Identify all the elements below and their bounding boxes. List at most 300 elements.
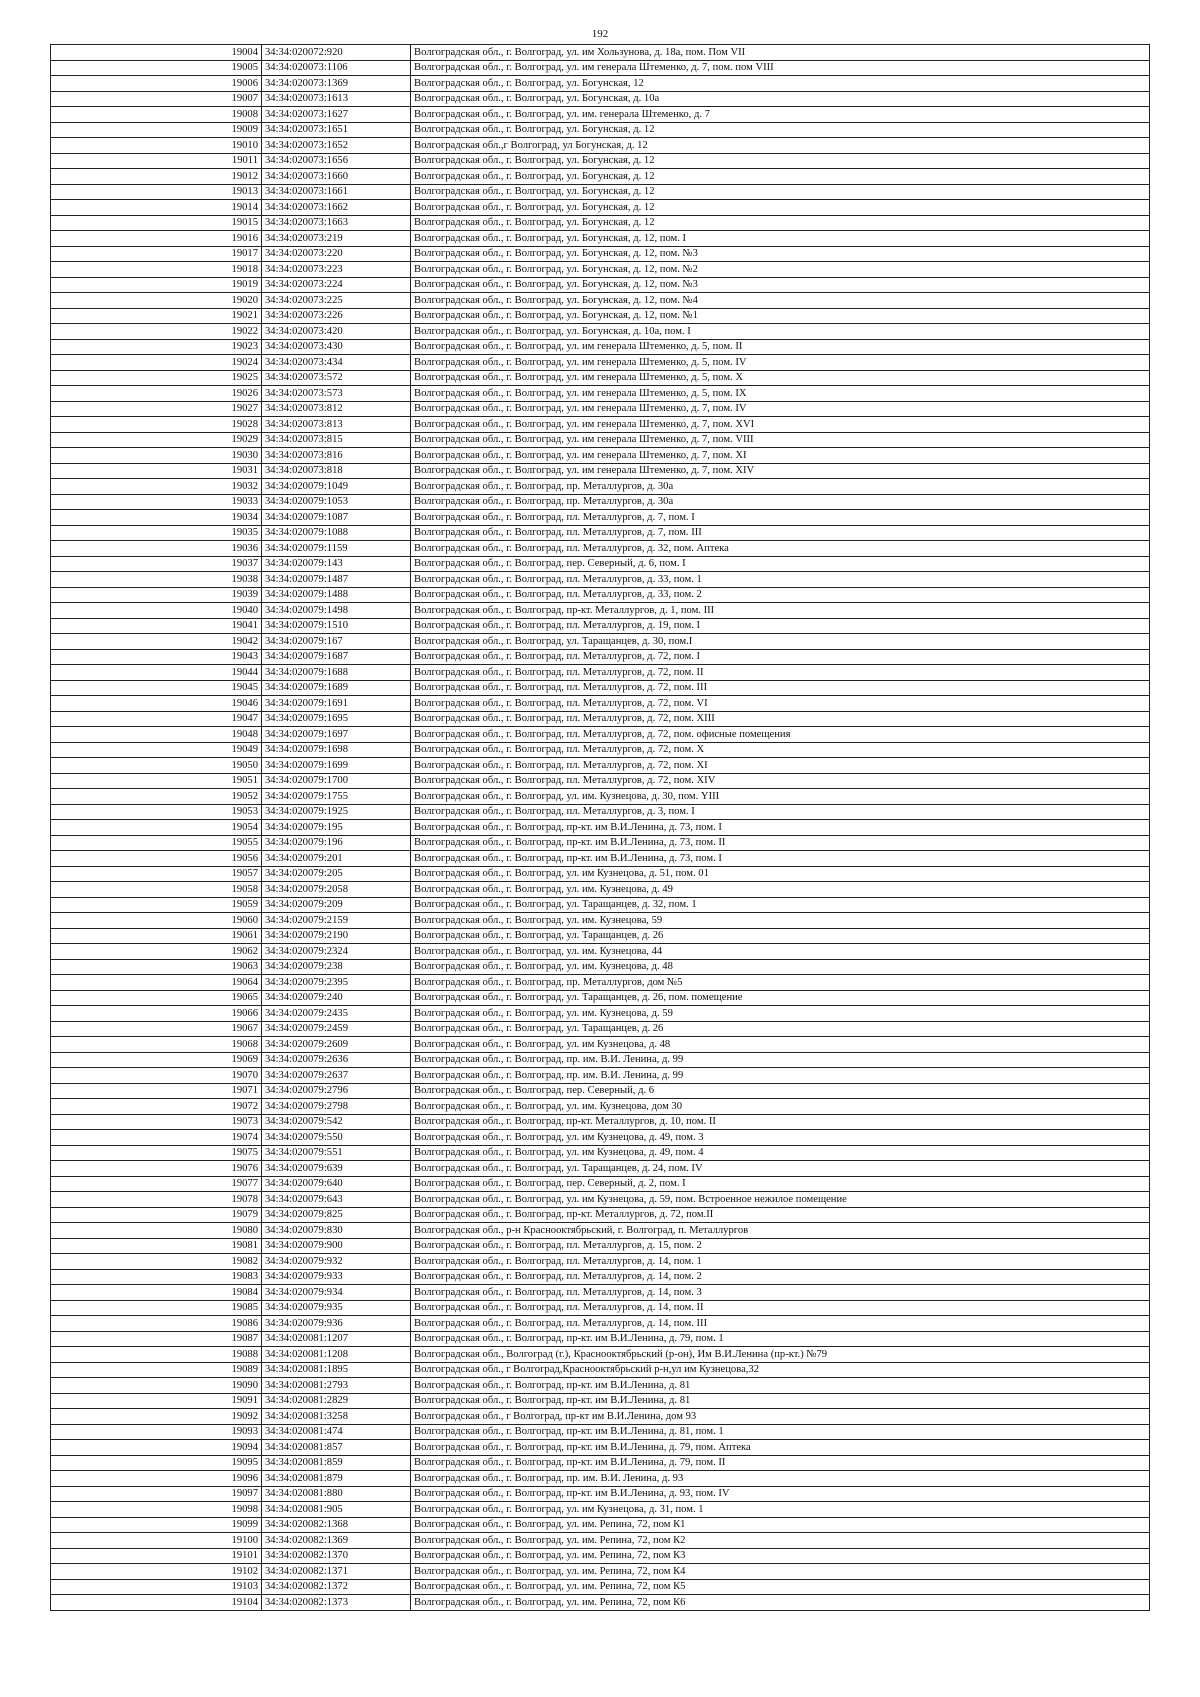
cadastral-number-cell: 34:34:020079:1053 (262, 494, 411, 510)
cadastral-number-cell: 34:34:020079:2159 (262, 913, 411, 929)
address-cell: Волгоградская обл., г. Волгоград, ул. Богунская, д. 12, пом. №1 (411, 308, 1150, 324)
row-number-cell: 19053 (51, 804, 262, 820)
table-row (51, 1548, 1150, 1564)
table-row (51, 1378, 1150, 1394)
row-number-cell: 19067 (51, 1021, 262, 1037)
address-cell: Волгоградская обл., г. Волгоград, ул. им. Кузнецова, д. 30, пом. YIII (411, 789, 1150, 805)
address-cell: Волгоградская обл., г. Волгоград, ул. им генерала Штеменко, д. 7, пом. XIV (411, 463, 1150, 479)
cadastral-number-cell: 34:34:020082:1369 (262, 1533, 411, 1549)
address-cell: Волгоградская обл., г. Волгоград, пр-кт. им В.И.Ленина, д. 79, пом. Аптека (411, 1440, 1150, 1456)
row-number-cell: 19041 (51, 618, 262, 634)
row-number-cell: 19102 (51, 1564, 262, 1580)
row-number-cell: 19004 (51, 45, 262, 61)
cadastral-number-cell: 34:34:020079:1699 (262, 758, 411, 774)
cadastral-number-cell: 34:34:020073:815 (262, 432, 411, 448)
row-number-cell: 19026 (51, 386, 262, 402)
table-row (51, 572, 1150, 588)
cadastral-number-cell: 34:34:020079:1688 (262, 665, 411, 681)
row-number-cell: 19017 (51, 246, 262, 262)
row-number-cell: 19093 (51, 1424, 262, 1440)
table-row (51, 835, 1150, 851)
cadastral-number-cell: 34:34:020079:933 (262, 1269, 411, 1285)
row-number-cell: 19039 (51, 587, 262, 603)
row-number-cell: 19081 (51, 1238, 262, 1254)
table-row (51, 215, 1150, 231)
address-cell: Волгоградская обл., г. Волгоград, ул. им генерала Штеменко, д. 5, пом. IV (411, 355, 1150, 371)
cadastral-number-cell: 34:34:020081:879 (262, 1471, 411, 1487)
address-cell: Волгоградская обл., г. Волгоград, пер. Северный, д. 6, пом. I (411, 556, 1150, 572)
cadastral-number-cell: 34:34:020081:857 (262, 1440, 411, 1456)
cadastral-number-cell: 34:34:020079:1689 (262, 680, 411, 696)
cadastral-number-cell: 34:34:020079:1687 (262, 649, 411, 665)
cadastral-number-cell: 34:34:020079:1087 (262, 510, 411, 526)
row-number-cell: 19030 (51, 448, 262, 464)
address-cell: Волгоградская обл., г. Волгоград, ул. им генерала Штеменко, д. 5, пом. II (411, 339, 1150, 355)
address-cell: Волгоградская обл., г. Волгоград, пл. Металлургов, д. 72, пом. III (411, 680, 1150, 696)
address-cell: Волгоградская обл., г. Волгоград, ул. Таращанцев, д. 24, пом. IV (411, 1161, 1150, 1177)
address-cell: Волгоградская обл., г. Волгоград, пл. Металлургов, д. 72, пом. XIV (411, 773, 1150, 789)
row-number-cell: 19078 (51, 1192, 262, 1208)
cadastral-number-cell: 34:34:020079:934 (262, 1285, 411, 1301)
row-number-cell: 19074 (51, 1130, 262, 1146)
cadastral-number-cell: 34:34:020073:420 (262, 324, 411, 340)
cadastral-number-cell: 34:34:020073:813 (262, 417, 411, 433)
cadastral-number-cell: 34:34:020079:1049 (262, 479, 411, 495)
table-row (51, 928, 1150, 944)
row-number-cell: 19038 (51, 572, 262, 588)
cadastral-number-cell: 34:34:020082:1373 (262, 1595, 411, 1611)
table-row (51, 153, 1150, 169)
table-row (51, 525, 1150, 541)
address-cell: Волгоградская обл., г. Волгоград, ул. Богунская, 12 (411, 76, 1150, 92)
cadastral-number-cell: 34:34:020073:224 (262, 277, 411, 293)
row-number-cell: 19014 (51, 200, 262, 216)
table-row (51, 262, 1150, 278)
cadastral-number-cell: 34:34:020081:3258 (262, 1409, 411, 1425)
table-row (51, 1533, 1150, 1549)
table-row (51, 1595, 1150, 1611)
row-number-cell: 19024 (51, 355, 262, 371)
cadastral-number-cell: 34:34:020073:1660 (262, 169, 411, 185)
cadastral-number-cell: 34:34:020079:2324 (262, 944, 411, 960)
row-number-cell: 19089 (51, 1362, 262, 1378)
address-cell: Волгоградская обл., г. Волгоград, пр. Металлургов, дом №5 (411, 975, 1150, 991)
cadastral-number-cell: 34:34:020073:434 (262, 355, 411, 371)
address-cell: Волгоградская обл., г. Волгоград, пр-кт. им В.И.Ленина, д. 79, пом. II (411, 1455, 1150, 1471)
address-cell: Волгоградская обл., г. Волгоград, ул. Богунская, д. 12, пом. №4 (411, 293, 1150, 309)
cadastral-number-cell: 34:34:020079:196 (262, 835, 411, 851)
cadastral-number-cell: 34:34:020079:550 (262, 1130, 411, 1146)
cadastral-number-cell: 34:34:020073:1613 (262, 91, 411, 107)
cadastral-number-cell: 34:34:020079:542 (262, 1114, 411, 1130)
table-row (51, 1254, 1150, 1270)
cadastral-number-cell: 34:34:020079:240 (262, 990, 411, 1006)
address-cell: Волгоградская обл., г. Волгоград, пр-кт. Металлургов, д. 10, пом. II (411, 1114, 1150, 1130)
table-row (51, 1269, 1150, 1285)
table-row (51, 882, 1150, 898)
table-row (51, 200, 1150, 216)
address-cell: Волгоградская обл., г. Волгоград, ул. им. Репина, 72, пом К6 (411, 1595, 1150, 1611)
row-number-cell: 19066 (51, 1006, 262, 1022)
table-row (51, 804, 1150, 820)
row-number-cell: 19077 (51, 1176, 262, 1192)
table-row (51, 1068, 1150, 1084)
cadastral-number-cell: 34:34:020082:1372 (262, 1579, 411, 1595)
table-row (51, 1099, 1150, 1115)
address-cell: Волгоградская обл., г. Волгоград, ул. им. Кузнецова, 44 (411, 944, 1150, 960)
row-number-cell: 19104 (51, 1595, 262, 1611)
address-cell: Волгоградская обл., Волгоград (г.), Краснооктябрьский (р-он), Им В.И.Ленина (пр-кт.) №79 (411, 1347, 1150, 1363)
table-row (51, 401, 1150, 417)
row-number-cell: 19099 (51, 1517, 262, 1533)
address-cell: Волгоградская обл., г. Волгоград, пр-кт. им В.И.Ленина, д. 81 (411, 1393, 1150, 1409)
cadastral-number-cell: 34:34:020073:223 (262, 262, 411, 278)
cadastral-number-cell: 34:34:020073:220 (262, 246, 411, 262)
address-cell: Волгоградская обл., г. Волгоград, пл. Металлургов, д. 14, пом. 3 (411, 1285, 1150, 1301)
table-row (51, 1192, 1150, 1208)
row-number-cell: 19044 (51, 665, 262, 681)
table-row (51, 1006, 1150, 1022)
address-cell: Волгоградская обл., г. Волгоград, ул. им. Кузнецова, д. 48 (411, 959, 1150, 975)
address-cell: Волгоградская обл., г. Волгоград, ул. Богунская, д. 12 (411, 153, 1150, 169)
row-number-cell: 19016 (51, 231, 262, 247)
address-cell: Волгоградская обл., г. Волгоград, пл. Металлургов, д. 14, пом. III (411, 1316, 1150, 1332)
cadastral-number-cell: 34:34:020079:1088 (262, 525, 411, 541)
address-cell: Волгоградская обл., г. Волгоград, ул. им Кузнецова, д. 49, пом. 3 (411, 1130, 1150, 1146)
address-cell: Волгоградская обл., г. Волгоград, пр. Металлургов, д. 30а (411, 494, 1150, 510)
cadastral-number-cell: 34:34:020073:1651 (262, 122, 411, 138)
address-cell: Волгоградская обл., г. Волгоград, пер. Северный, д. 6 (411, 1083, 1150, 1099)
address-cell: Волгоградская обл., г. Волгоград, пл. Металлургов, д. 7, пом. III (411, 525, 1150, 541)
cadastral-number-cell: 34:34:020073:1106 (262, 60, 411, 76)
row-number-cell: 19020 (51, 293, 262, 309)
address-cell: Волгоградская обл., г. Волгоград, ул. им Кузнецова, д. 51, пом. 01 (411, 866, 1150, 882)
row-number-cell: 19013 (51, 184, 262, 200)
row-number-cell: 19048 (51, 727, 262, 743)
table-row (51, 339, 1150, 355)
row-number-cell: 19007 (51, 91, 262, 107)
address-cell: Волгоградская обл., г. Волгоград, пл. Металлургов, д. 72, пом. I (411, 649, 1150, 665)
table-row (51, 618, 1150, 634)
table-row (51, 789, 1150, 805)
row-number-cell: 19046 (51, 696, 262, 712)
row-number-cell: 19069 (51, 1052, 262, 1068)
cadastral-number-cell: 34:34:020082:1368 (262, 1517, 411, 1533)
cadastral-number-cell: 34:34:020073:1661 (262, 184, 411, 200)
cadastral-number-cell: 34:34:020073:1662 (262, 200, 411, 216)
address-cell: Волгоградская обл., г. Волгоград, ул. Богунская, д. 12, пом. №2 (411, 262, 1150, 278)
row-number-cell: 19082 (51, 1254, 262, 1270)
address-cell: Волгоградская обл., г. Волгоград, пр. им. В.И. Ленина, д. 93 (411, 1471, 1150, 1487)
table-row (51, 1145, 1150, 1161)
cadastral-number-cell: 34:34:020079:932 (262, 1254, 411, 1270)
address-cell: Волгоградская обл., г. Волгоград, пр-кт. им В.И.Ленина, д. 73, пом. I (411, 851, 1150, 867)
table-row (51, 463, 1150, 479)
table-row (51, 727, 1150, 743)
table-row (51, 711, 1150, 727)
cadastral-number-cell: 34:34:020081:474 (262, 1424, 411, 1440)
address-cell: Волгоградская обл., г. Волгоград, ул. им. Репина, 72, пом К1 (411, 1517, 1150, 1533)
table-row (51, 556, 1150, 572)
table-row (51, 1130, 1150, 1146)
row-number-cell: 19034 (51, 510, 262, 526)
cadastral-number-cell: 34:34:020073:226 (262, 308, 411, 324)
cadastral-number-cell: 34:34:020079:2637 (262, 1068, 411, 1084)
row-number-cell: 19075 (51, 1145, 262, 1161)
address-cell: Волгоградская обл., г. Волгоград, ул. Богунская, д. 12 (411, 169, 1150, 185)
address-cell: Волгоградская обл., г. Волгоград, пр-кт. им В.И.Ленина, д. 79, пом. 1 (411, 1331, 1150, 1347)
row-number-cell: 19059 (51, 897, 262, 913)
table-row (51, 1316, 1150, 1332)
cadastral-number-cell: 34:34:020079:2435 (262, 1006, 411, 1022)
table-row (51, 975, 1150, 991)
table-row (51, 370, 1150, 386)
register-body (51, 45, 1150, 1611)
address-cell: Волгоградская обл., г. Волгоград, пл. Металлургов, д. 72, пом. VI (411, 696, 1150, 712)
table-row (51, 990, 1150, 1006)
row-number-cell: 19025 (51, 370, 262, 386)
row-number-cell: 19087 (51, 1331, 262, 1347)
table-row (51, 1424, 1150, 1440)
address-cell: Волгоградская обл., г. Волгоград, ул. Богунская, д. 12, пом. №3 (411, 277, 1150, 293)
table-row (51, 820, 1150, 836)
address-cell: Волгоградская обл., г. Волгоград, ул. им. Кузнецова, д. 49 (411, 882, 1150, 898)
address-cell: Волгоградская обл., г. Волгоград, ул. им. генерала Штеменко, д. 7 (411, 107, 1150, 123)
address-cell: Волгоградская обл., г. Волгоград, ул. им генерала Штеменко, д. 7, пом. IV (411, 401, 1150, 417)
row-number-cell: 19056 (51, 851, 262, 867)
address-cell: Волгоградская обл., г. Волгоград, ул. Богунская, д. 12, пом. I (411, 231, 1150, 247)
address-cell: Волгоградская обл., г. Волгоград, пл. Металлургов, д. 14, пом. II (411, 1300, 1150, 1316)
table-row (51, 742, 1150, 758)
address-cell: Волгоградская обл., г. Волгоград, ул. Богунская, д. 12 (411, 215, 1150, 231)
table-row (51, 1300, 1150, 1316)
cadastral-number-cell: 34:34:020079:2609 (262, 1037, 411, 1053)
table-row (51, 1409, 1150, 1425)
table-row (51, 231, 1150, 247)
address-cell: Волгоградская обл., г. Волгоград, пр-кт. им В.И.Ленина, д. 73, пом. II (411, 835, 1150, 851)
address-cell: Волгоградская обл., г. Волгоград, ул. им Кузнецова, д. 59, пом. Встроенное нежилое помещение (411, 1192, 1150, 1208)
address-cell: Волгоградская обл., г. Волгоград, пр-кт. Металлургов, д. 72, пом.II (411, 1207, 1150, 1223)
cadastral-number-cell: 34:34:020079:2636 (262, 1052, 411, 1068)
address-cell: Волгоградская обл., г. Волгоград, ул. Таращанцев, д. 32, пом. 1 (411, 897, 1150, 913)
row-number-cell: 19080 (51, 1223, 262, 1239)
cadastral-number-cell: 34:34:020079:167 (262, 634, 411, 650)
table-row (51, 417, 1150, 433)
cadastral-number-cell: 34:34:020073:818 (262, 463, 411, 479)
row-number-cell: 19040 (51, 603, 262, 619)
cadastral-number-cell: 34:34:020079:900 (262, 1238, 411, 1254)
table-row (51, 758, 1150, 774)
address-cell: Волгоградская обл., г. Волгоград, ул. им. Репина, 72, пом К3 (411, 1548, 1150, 1564)
row-number-cell: 19033 (51, 494, 262, 510)
table-row (51, 184, 1150, 200)
cadastral-number-cell: 34:34:020081:880 (262, 1486, 411, 1502)
table-row (51, 1083, 1150, 1099)
row-number-cell: 19090 (51, 1378, 262, 1394)
cadastral-number-cell: 34:34:020079:825 (262, 1207, 411, 1223)
row-number-cell: 19031 (51, 463, 262, 479)
address-cell: Волгоградская обл., г. Волгоград, ул. Богунская, д. 12 (411, 122, 1150, 138)
cadastral-number-cell: 34:34:020081:2829 (262, 1393, 411, 1409)
address-cell: Волгоградская обл., г. Волгоград, ул. им генерала Штеменко, д. 5, пом. X (411, 370, 1150, 386)
table-row (51, 169, 1150, 185)
row-number-cell: 19058 (51, 882, 262, 898)
row-number-cell: 19064 (51, 975, 262, 991)
table-row (51, 773, 1150, 789)
row-number-cell: 19061 (51, 928, 262, 944)
table-row (51, 1207, 1150, 1223)
cadastral-number-cell: 34:34:020079:1925 (262, 804, 411, 820)
address-cell: Волгоградская обл., г. Волгоград, ул. Богунская, д. 10а (411, 91, 1150, 107)
table-row (51, 1052, 1150, 1068)
cadastral-number-cell: 34:34:020073:1369 (262, 76, 411, 92)
table-row (51, 60, 1150, 76)
row-number-cell: 19057 (51, 866, 262, 882)
address-cell: Волгоградская обл., г. Волгоград, пр-кт. им В.И.Ленина, д. 93, пом. IV (411, 1486, 1150, 1502)
address-cell: Волгоградская обл., г. Волгоград, ул. Таращанцев, д. 26 (411, 1021, 1150, 1037)
address-cell: Волгоградская обл., г Волгоград, пр-кт им В.И.Ленина, дом 93 (411, 1409, 1150, 1425)
address-cell: Волгоградская обл., г. Волгоград, пл. Металлургов, д. 15, пом. 2 (411, 1238, 1150, 1254)
row-number-cell: 19091 (51, 1393, 262, 1409)
address-cell: Волгоградская обл., г. Волгоград, ул. Богунская, д. 12 (411, 200, 1150, 216)
cadastral-number-cell: 34:34:020073:225 (262, 293, 411, 309)
row-number-cell: 19096 (51, 1471, 262, 1487)
row-number-cell: 19084 (51, 1285, 262, 1301)
table-row (51, 959, 1150, 975)
row-number-cell: 19083 (51, 1269, 262, 1285)
cadastral-number-cell: 34:34:020079:2798 (262, 1099, 411, 1115)
cadastral-number-cell: 34:34:020079:2459 (262, 1021, 411, 1037)
cadastral-number-cell: 34:34:020082:1370 (262, 1548, 411, 1564)
address-cell: Волгоградская обл., г. Волгоград, ул. Богунская, д. 10а, пом. I (411, 324, 1150, 340)
address-cell: Волгоградская обл., р-н Краснооктябрьский, г. Волгоград, п. Металлургов (411, 1223, 1150, 1239)
address-cell: Волгоградская обл., г. Волгоград, пр-кт. Металлургов, д. 1, пом. III (411, 603, 1150, 619)
table-row (51, 897, 1150, 913)
row-number-cell: 19086 (51, 1316, 262, 1332)
cadastral-number-cell: 34:34:020073:573 (262, 386, 411, 402)
cadastral-number-cell: 34:34:020079:209 (262, 897, 411, 913)
row-number-cell: 19005 (51, 60, 262, 76)
address-cell: Волгоградская обл., г. Волгоград, пл. Металлургов, д. 33, пом. 2 (411, 587, 1150, 603)
row-number-cell: 19027 (51, 401, 262, 417)
row-number-cell: 19073 (51, 1114, 262, 1130)
row-number-cell: 19051 (51, 773, 262, 789)
address-cell: Волгоградская обл., г. Волгоград, пр-кт. им В.И.Ленина, д. 81, пом. 1 (411, 1424, 1150, 1440)
cadastral-number-cell: 34:34:020079:1698 (262, 742, 411, 758)
table-row (51, 1223, 1150, 1239)
cadastral-number-cell: 34:34:020079:143 (262, 556, 411, 572)
row-number-cell: 19072 (51, 1099, 262, 1115)
address-cell: Волгоградская обл., г. Волгоград, пл. Металлургов, д. 72, пом. XIII (411, 711, 1150, 727)
cadastral-number-cell: 34:34:020079:2058 (262, 882, 411, 898)
table-row (51, 1347, 1150, 1363)
cadastral-number-cell: 34:34:020079:2190 (262, 928, 411, 944)
address-cell: Волгоградская обл., г. Волгоград, ул. им. Кузнецова, д. 59 (411, 1006, 1150, 1022)
address-cell: Волгоградская обл., г. Волгоград, пл. Металлургов, д. 3, пом. I (411, 804, 1150, 820)
cadastral-number-cell: 34:34:020073:1663 (262, 215, 411, 231)
cadastral-number-cell: 34:34:020072:920 (262, 45, 411, 61)
address-cell: Волгоградская обл., г. Волгоград, пл. Металлургов, д. 72, пом. XI (411, 758, 1150, 774)
address-cell: Волгоградская обл., г. Волгоград, ул. им Хользунова, д. 18а, пом. Пом VII (411, 45, 1150, 61)
table-row (51, 1285, 1150, 1301)
cadastral-number-cell: 34:34:020073:816 (262, 448, 411, 464)
table-row (51, 1161, 1150, 1177)
cadastral-number-cell: 34:34:020079:643 (262, 1192, 411, 1208)
table-row (51, 107, 1150, 123)
cadastral-number-cell: 34:34:020079:1487 (262, 572, 411, 588)
row-number-cell: 19021 (51, 308, 262, 324)
row-number-cell: 19049 (51, 742, 262, 758)
cadastral-number-cell: 34:34:020079:238 (262, 959, 411, 975)
cadastral-number-cell: 34:34:020079:1510 (262, 618, 411, 634)
table-row (51, 1021, 1150, 1037)
row-number-cell: 19047 (51, 711, 262, 727)
address-cell: Волгоградская обл., г. Волгоград, ул. Богунская, д. 12 (411, 184, 1150, 200)
row-number-cell: 19037 (51, 556, 262, 572)
row-number-cell: 19022 (51, 324, 262, 340)
address-cell: Волгоградская обл., г. Волгоград, пл. Металлургов, д. 72, пом. офисные помещения (411, 727, 1150, 743)
table-row (51, 696, 1150, 712)
row-number-cell: 19008 (51, 107, 262, 123)
cadastral-number-cell: 34:34:020073:1627 (262, 107, 411, 123)
cadastral-number-cell: 34:34:020073:219 (262, 231, 411, 247)
table-row (51, 1564, 1150, 1580)
row-number-cell: 19045 (51, 680, 262, 696)
cadastral-number-cell: 34:34:020073:1656 (262, 153, 411, 169)
row-number-cell: 19101 (51, 1548, 262, 1564)
address-cell: Волгоградская обл., г. Волгоград, пл. Металлургов, д. 72, пом. II (411, 665, 1150, 681)
table-row (51, 479, 1150, 495)
table-row (51, 91, 1150, 107)
address-cell: Волгоградская обл., г. Волгоград, ул. им генерала Штеменко, д. 7, пом. XVI (411, 417, 1150, 433)
cadastral-number-cell: 34:34:020081:2793 (262, 1378, 411, 1394)
table-row (51, 1440, 1150, 1456)
table-row (51, 1455, 1150, 1471)
cadastral-number-cell: 34:34:020079:639 (262, 1161, 411, 1177)
address-cell: Волгоградская обл., г. Волгоград, пр-кт. им В.И.Ленина, д. 73, пом. I (411, 820, 1150, 836)
address-cell: Волгоградская обл., г. Волгоград, ул. им. Репина, 72, пом К5 (411, 1579, 1150, 1595)
row-number-cell: 19015 (51, 215, 262, 231)
cadastral-number-cell: 34:34:020079:1691 (262, 696, 411, 712)
cadastral-number-cell: 34:34:020079:830 (262, 1223, 411, 1239)
table-row (51, 76, 1150, 92)
address-cell: Волгоградская обл., г. Волгоград, пл. Металлургов, д. 14, пом. 1 (411, 1254, 1150, 1270)
table-row (51, 308, 1150, 324)
cadastral-number-cell: 34:34:020079:1498 (262, 603, 411, 619)
cadastral-number-cell: 34:34:020079:2796 (262, 1083, 411, 1099)
address-cell: Волгоградская обл., г. Волгоград, ул. Богунская, д. 12, пом. №3 (411, 246, 1150, 262)
row-number-cell: 19100 (51, 1533, 262, 1549)
cadastral-number-cell: 34:34:020079:1695 (262, 711, 411, 727)
table-row (51, 680, 1150, 696)
cadastral-number-cell: 34:34:020081:859 (262, 1455, 411, 1471)
table-row (51, 541, 1150, 557)
address-cell: Волгоградская обл., г. Волгоград, пл. Металлургов, д. 32, пом. Аптека (411, 541, 1150, 557)
address-cell: Волгоградская обл., г. Волгоград, пл. Металлургов, д. 14, пом. 2 (411, 1269, 1150, 1285)
table-row (51, 432, 1150, 448)
cadastral-number-cell: 34:34:020079:936 (262, 1316, 411, 1332)
row-number-cell: 19018 (51, 262, 262, 278)
table-row (51, 1579, 1150, 1595)
row-number-cell: 19043 (51, 649, 262, 665)
address-cell: Волгоградская обл., г. Волгоград, ул. им генерала Штеменко, д. 5, пом. IX (411, 386, 1150, 402)
row-number-cell: 19055 (51, 835, 262, 851)
address-cell: Волгоградская обл., г. Волгоград, пр-кт. им В.И.Ленина, д. 81 (411, 1378, 1150, 1394)
row-number-cell: 19079 (51, 1207, 262, 1223)
row-number-cell: 19103 (51, 1579, 262, 1595)
row-number-cell: 19012 (51, 169, 262, 185)
address-cell: Волгоградская обл., г. Волгоград, ул. им. Кузнецова, 59 (411, 913, 1150, 929)
